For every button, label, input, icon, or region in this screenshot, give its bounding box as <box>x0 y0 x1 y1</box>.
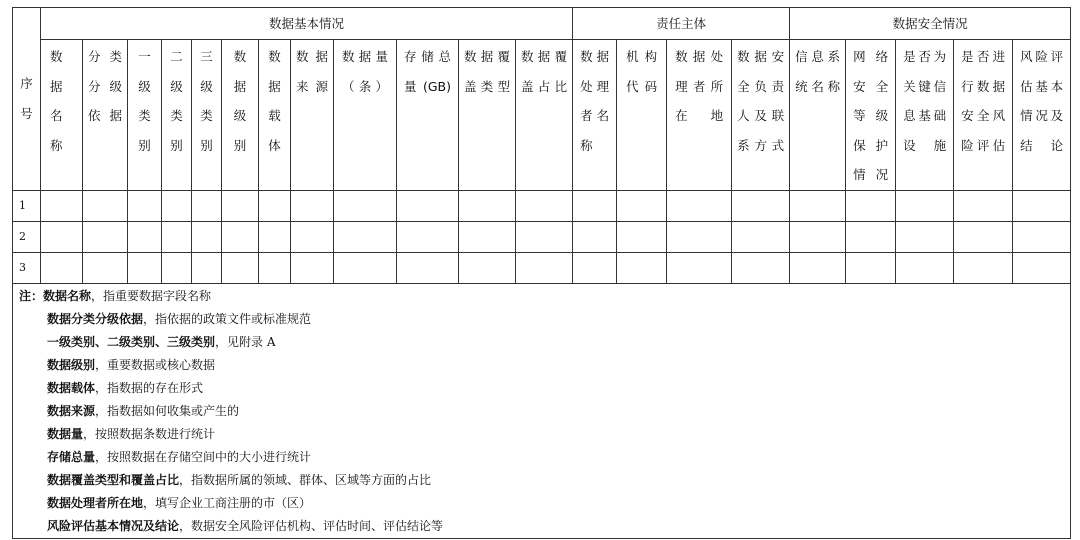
note-item <box>19 400 1070 423</box>
table-cell[interactable] <box>259 221 291 252</box>
table-cell[interactable] <box>516 252 573 283</box>
header-label: 数据名称 <box>50 49 63 153</box>
row-number: 2 <box>13 221 41 252</box>
note-item <box>19 492 1070 515</box>
row-number: 3 <box>13 252 41 283</box>
table-cell[interactable] <box>334 190 397 221</box>
header-label: 数据覆盖占比 <box>521 49 568 94</box>
header-risk-summary <box>1013 40 1071 191</box>
header-label: 数据覆盖类型 <box>464 49 510 94</box>
header-label: 数据处理者名称 <box>580 49 610 153</box>
table-cell[interactable] <box>83 190 128 221</box>
note-text: ，重要数据或核心数据 <box>95 357 216 372</box>
header-label: 三级类别 <box>200 49 213 153</box>
header-record-count <box>334 40 397 191</box>
note-term: 数据量 <box>47 426 84 441</box>
table-cell[interactable] <box>1013 190 1071 221</box>
header-label: 一级类别 <box>138 49 151 153</box>
table-row <box>13 190 1071 221</box>
header-level1 <box>128 40 162 191</box>
header-label: 网络安全等级保护情况 <box>853 49 889 182</box>
header-level2 <box>162 40 192 191</box>
note-term: 风险评估基本情况及结论 <box>47 518 180 533</box>
notes-section <box>13 283 1071 538</box>
table-cell[interactable] <box>617 190 667 221</box>
header-level3 <box>192 40 222 191</box>
note-item <box>19 515 1070 538</box>
header-label: 机构代码 <box>626 49 658 94</box>
header-mlps <box>846 40 896 191</box>
header-storage-total <box>397 40 459 191</box>
header-cii <box>896 40 954 191</box>
note-term: 数据处理者所在地 <box>47 495 144 510</box>
note-text: ，按照数据条数进行统计 <box>83 426 216 441</box>
table-cell[interactable] <box>397 190 459 221</box>
note-item <box>19 308 1070 331</box>
table-cell[interactable] <box>334 221 397 252</box>
header-org-code <box>617 40 667 191</box>
note-item <box>19 354 1070 377</box>
table-cell[interactable] <box>896 252 954 283</box>
header-coverage-ratio <box>516 40 573 191</box>
table-cell[interactable] <box>896 221 954 252</box>
table-cell[interactable] <box>954 252 1013 283</box>
header-label: 数据量（条） <box>342 49 388 94</box>
table-cell[interactable] <box>459 190 516 221</box>
table-cell[interactable] <box>954 190 1013 221</box>
note-text: ，指数据如何收集或产生的 <box>95 403 240 418</box>
header-label: 是否进行数据安全风险评估 <box>961 49 1006 153</box>
header-label: 二级类别 <box>170 49 183 153</box>
table-row <box>13 252 1071 283</box>
notes-prefix: 注： <box>19 288 44 303</box>
table-cell[interactable] <box>732 221 790 252</box>
header-security-officer <box>732 40 790 191</box>
note-item <box>19 285 1070 308</box>
note-term: 一级类别、二级类别、三级类别 <box>47 334 216 349</box>
header-carrier <box>259 40 291 191</box>
table-cell[interactable] <box>397 221 459 252</box>
table-cell[interactable] <box>617 221 667 252</box>
group-subject: 责任主体 <box>573 8 790 40</box>
table-cell[interactable] <box>790 252 846 283</box>
table-cell[interactable] <box>459 221 516 252</box>
note-term: 数据覆盖类型和覆盖占比 <box>47 472 180 487</box>
table-cell[interactable] <box>162 221 192 252</box>
table-cell[interactable] <box>222 221 259 252</box>
table-cell[interactable] <box>192 252 222 283</box>
note-text: ，指重要数据字段名称 <box>91 288 212 303</box>
header-label: 是否为关键信息基础设施 <box>903 49 947 153</box>
note-text: ，指数据所属的领域、群体、区域等方面的占比 <box>179 472 432 487</box>
note-item <box>19 331 1070 354</box>
group-security: 数据安全情况 <box>790 8 1071 40</box>
note-item <box>19 377 1070 400</box>
table-cell[interactable] <box>259 190 291 221</box>
table-cell[interactable] <box>41 190 83 221</box>
header-label: 数据安全负责人及联系方式 <box>737 49 785 153</box>
inventory-table <box>12 7 1071 539</box>
table-cell[interactable] <box>732 190 790 221</box>
header-label: 风险评估基本情况及结论 <box>1020 49 1064 153</box>
table-cell[interactable] <box>334 252 397 283</box>
row-number: 1 <box>13 190 41 221</box>
table-cell[interactable] <box>1013 252 1071 283</box>
table-cell[interactable] <box>732 252 790 283</box>
table-cell[interactable] <box>954 221 1013 252</box>
table-cell[interactable] <box>222 190 259 221</box>
note-text: ，指数据的存在形式 <box>95 380 204 395</box>
table-cell[interactable] <box>516 221 573 252</box>
header-label: 信息系统名称 <box>795 49 841 94</box>
header-data-grade <box>222 40 259 191</box>
table-cell[interactable] <box>192 190 222 221</box>
note-text: ，数据安全风险评估机构、评估时间、评估结论等 <box>179 518 444 533</box>
table-cell[interactable] <box>667 190 732 221</box>
note-item <box>19 423 1070 446</box>
note-term: 数据载体 <box>47 380 96 395</box>
table-cell[interactable] <box>516 190 573 221</box>
header-classification-basis <box>83 40 128 191</box>
note-item <box>19 469 1070 492</box>
table-cell[interactable] <box>846 252 896 283</box>
notes-list <box>13 284 1070 538</box>
table-cell[interactable] <box>162 252 192 283</box>
table-cell[interactable] <box>291 221 334 252</box>
header-data-name <box>41 40 83 191</box>
note-text: ，指依据的政策文件或标准规范 <box>143 311 312 326</box>
table-cell[interactable] <box>1013 221 1071 252</box>
table-cell[interactable] <box>291 252 334 283</box>
table-cell[interactable] <box>667 252 732 283</box>
note-term: 数据名称 <box>43 288 92 303</box>
table-row <box>13 221 1071 252</box>
header-label: 存储总量(GB) <box>404 49 451 94</box>
table-cell[interactable] <box>896 190 954 221</box>
note-text: ，按照数据在存储空间中的大小进行统计 <box>95 449 312 464</box>
header-label: 数据处理者所在地 <box>675 49 724 123</box>
note-text: ，见附录 A <box>215 334 276 349</box>
table-cell[interactable] <box>259 252 291 283</box>
table-cell[interactable] <box>397 252 459 283</box>
table-cell[interactable] <box>573 190 617 221</box>
note-term: 数据级别 <box>47 357 96 372</box>
table-cell[interactable] <box>790 221 846 252</box>
table-cell[interactable] <box>790 190 846 221</box>
note-text: ，填写企业工商注册的市（区） <box>143 495 312 510</box>
header-label: 分类分级依据 <box>88 49 122 123</box>
table-cell[interactable] <box>83 221 128 252</box>
table-cell[interactable] <box>291 190 334 221</box>
header-coverage-type <box>459 40 516 191</box>
table-cell[interactable] <box>128 252 162 283</box>
table-cell[interactable] <box>83 252 128 283</box>
table-cell[interactable] <box>846 221 896 252</box>
header-processor-location <box>667 40 732 191</box>
header-label: 数据来源 <box>296 49 328 94</box>
table-cell[interactable] <box>128 221 162 252</box>
table-cell[interactable] <box>192 221 222 252</box>
table-cell[interactable] <box>573 221 617 252</box>
table-cell[interactable] <box>573 252 617 283</box>
header-label: 序号 <box>20 75 33 121</box>
header-system-name <box>790 40 846 191</box>
table-cell[interactable] <box>222 252 259 283</box>
table-cell[interactable] <box>41 221 83 252</box>
note-term: 数据分类分级依据 <box>47 311 144 326</box>
note-term: 数据来源 <box>47 403 96 418</box>
header-risk-assessed <box>954 40 1013 191</box>
table-cell[interactable] <box>41 252 83 283</box>
header-seq <box>13 8 41 191</box>
header-processor-name <box>573 40 617 191</box>
table-cell[interactable] <box>667 221 732 252</box>
table-cell[interactable] <box>162 190 192 221</box>
note-term: 存储总量 <box>47 449 96 464</box>
header-label: 数据载体 <box>268 49 281 153</box>
table-cell[interactable] <box>459 252 516 283</box>
table-cell[interactable] <box>128 190 162 221</box>
group-basic: 数据基本情况 <box>41 8 573 40</box>
header-label: 数据级别 <box>233 49 247 153</box>
header-source <box>291 40 334 191</box>
note-item <box>19 446 1070 469</box>
table-cell[interactable] <box>846 190 896 221</box>
table-cell[interactable] <box>617 252 667 283</box>
